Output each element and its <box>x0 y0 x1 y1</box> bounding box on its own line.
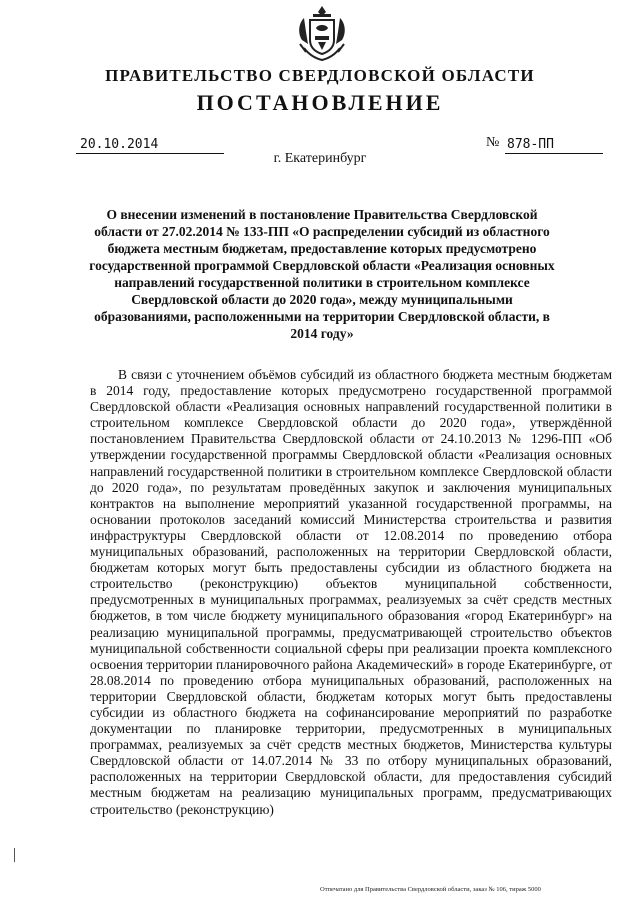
document-number-label: № <box>486 135 500 150</box>
print-footer: Отпечатано для Правительства Свердловской области, заказ № 106, тираж 5000 <box>320 886 541 893</box>
document-body: В связи с уточнением объёмов субсидий из областного бюджета местным бюджетам в 2014 году, предоставление которых предусмотрено государственной программой Свердловской области «Реализация основных направлений государственной политики в строительном комплексе Свердловской области до 2020 года», утверждённой постановлением Правительства Свердловской области от 24.10.2013 № 1296-ПП «Об утверждении государственной программы Свердловской области «Реализация основных направлений государственной политики в строительном комплексе Свердловской области до 2020 года», по результатам проведённых закупок и заключения муниципальных контрактов на выполнение мероприятий указанной государственной программы, на основании протоколов заседаний комиссий Министерства строительства и развития инфраструктуры Свердловской области от 12.08.2014 по проведению отбора муниципальных образований, расположенных на территории Свердловской области, бюджетам которых могут быть предоставлены субсидии из областного бюджета на строительство (реконструкцию) объектов муниципальной собственности, предусмотренных в муниципальных программах, реализуемых за счёт средств местных бюджетов, в том числе бюджету муниципального образования «город Екатеринбург» на реализацию муниципальной программы, предусматривающей строительство объектов муниципальной собственности социальной сферы при реализации проекта комплексного освоения территории планировочного района Академический» в городе Екатеринбурге, от 28.08.2014 по проведению отбора муниципальных образований, расположенных на территории Свердловской области, бюджетам которых могут быть предоставлены субсидии из областного бюджета на софинансирование мероприятий по разработке документации по планировке территории, предусмотренных в муниципальных программах, реализуемых за счёт средств местных бюджетов, Министерства культуры Свердловской области от 14.07.2014 № 33 по отбору муниципальных образований, расположенных на территории Свердловской области, для предоставления субсидий местным бюджетам на реализацию муниципальных программ, предусматривающих строительство (реконструкцию) <box>90 367 612 817</box>
margin-mark <box>14 848 15 862</box>
city-name: г. Екатеринбург <box>273 151 367 166</box>
document-date: 20.10.2014 <box>76 137 224 154</box>
government-title: ПРАВИТЕЛЬСТВО СВЕРДЛОВСКОЙ ОБЛАСТИ <box>105 66 535 85</box>
document-heading: О внесении изменений в постановление Правительства Свердловской области от 27.02.2014 № 133-ПП «О распределении субсидий из областного бюджета местным бюджетам, предоставление которых предусмотрено государственной программой Свердловской области «Реализация основных направлений государственной политики в строительном комплексе Свердловской области до 2020 года», между муниципальными образованиями, расположенными на территории Свердловской области, в 2014 году» <box>89 207 555 341</box>
document-number: 878-ПП <box>505 137 603 154</box>
document-type-title: ПОСТАНОВЛЕНИЕ <box>196 90 444 115</box>
coat-of-arms-icon <box>296 4 348 62</box>
